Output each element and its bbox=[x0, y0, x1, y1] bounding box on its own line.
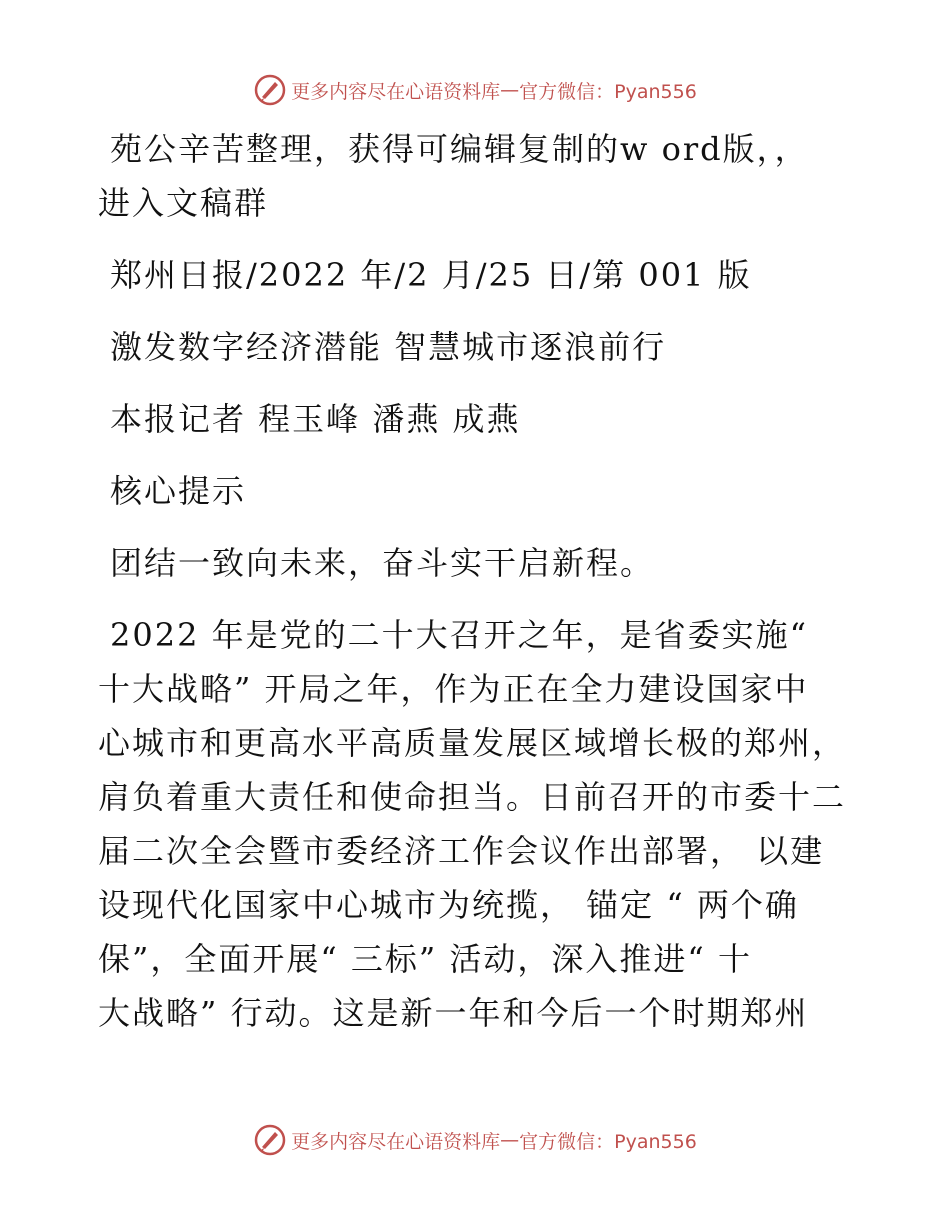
pen-seal-icon bbox=[253, 1123, 287, 1157]
headline: 激发数字经济潜能 智慧城市逐浪前行 bbox=[110, 328, 667, 366]
body-line: 届二次全会暨市委经济工作会议作出部署， 以建 bbox=[98, 832, 825, 870]
banner-wechat: 官方微信：Pyan556 bbox=[519, 1130, 697, 1153]
body-line: 心城市和更高水平高质量发展区域增长极的郑州， bbox=[98, 724, 847, 762]
lead-paragraph: 团结一致向未来，奋斗实干启新程。 bbox=[110, 544, 655, 582]
body-line: 保”，全面开展“ 三标” 活动，深入推进“ 十 bbox=[98, 940, 752, 978]
footer-watermark-banner bbox=[0, 1120, 950, 1160]
banner-text: 更多内容尽在心语资料库 bbox=[291, 80, 501, 103]
body-line: 大战略” 行动。这是新一年和今后一个时期郑州 bbox=[98, 994, 809, 1032]
note-line: 进入文稿群 bbox=[98, 184, 269, 222]
note-line: 苑公辛苦整理，获得可编辑复制的w ord版，， bbox=[110, 130, 809, 168]
body-line: 十大战略” 开局之年，作为正在全力建设国家中 bbox=[98, 670, 809, 708]
banner-text: 更多内容尽在心语资料库 bbox=[291, 1130, 501, 1153]
body-line: 肩负着重大责任和使命担当。日前召开的市委十二 bbox=[98, 778, 847, 816]
header-watermark-banner bbox=[0, 70, 950, 110]
banner-wechat: 官方微信：Pyan556 bbox=[519, 80, 697, 103]
body-paragraph bbox=[98, 608, 858, 1040]
body-line: 2022 年是党的二十大召开之年，是省委实施“ bbox=[110, 616, 808, 654]
core-heading: 核心提示 bbox=[110, 472, 247, 510]
banner-separator: — bbox=[500, 79, 520, 101]
body-line: 设现代化国家中心城市为统揽， 锚定 “ 两个确 bbox=[98, 886, 799, 924]
banner-separator: — bbox=[500, 1129, 520, 1151]
byline: 本报记者 程玉峰 潘燕 成燕 bbox=[110, 400, 521, 438]
document-body bbox=[98, 122, 858, 1040]
source-line: 郑州日报/2022 年/2 月/25 日/第 001 版 bbox=[110, 256, 752, 294]
pen-seal-icon bbox=[253, 73, 287, 107]
compiler-note bbox=[98, 122, 858, 230]
